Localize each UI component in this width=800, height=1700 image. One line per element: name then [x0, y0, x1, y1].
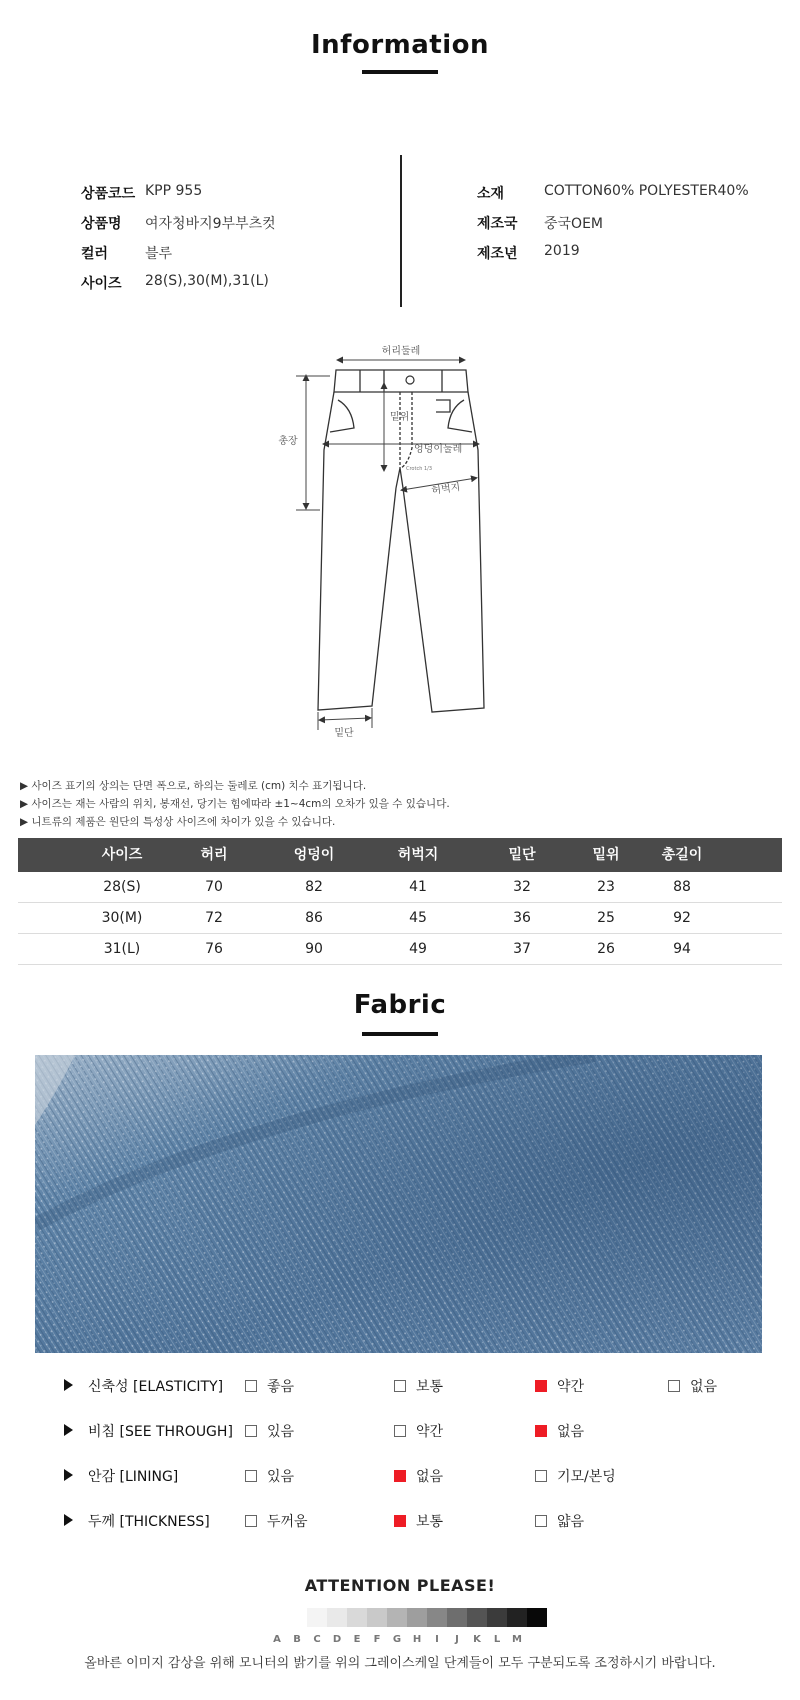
label-total: 총장 [278, 436, 298, 447]
table-cell: 31(L) [103, 941, 141, 957]
button-icon [406, 376, 414, 384]
grayscale-letter: H [412, 1634, 422, 1645]
size-table-header [18, 838, 782, 872]
pants-measurement-diagram [260, 340, 520, 740]
table-row [18, 872, 782, 903]
option-item [394, 1421, 443, 1441]
grayscale-letter: J [455, 1634, 459, 1645]
info-label-color: 컬러 [81, 246, 109, 262]
option-label: 보통 [416, 1514, 444, 1530]
attribute-label: 비침 [SEE THROUGH] [88, 1424, 233, 1440]
size-note-1: ▶ 사이즈 표기의 상의는 단면 폭으로, 하의는 둘레로 (cm) 치수 표기됩니다. [20, 780, 367, 792]
grayscale-letter: B [293, 1634, 301, 1645]
info-label-size: 사이즈 [81, 276, 122, 292]
table-cell: 45 [409, 910, 427, 926]
info-value-name: 여자청바지9부부츠컷 [145, 216, 276, 232]
information-title-underline [362, 70, 438, 74]
checkbox-icon [245, 1425, 257, 1437]
grayscale-letter: M [512, 1634, 522, 1645]
grayscale-swatch [307, 1608, 327, 1627]
grayscale-swatch [327, 1608, 347, 1627]
attribute-label: 신축성 [ELASTICITY] [88, 1379, 224, 1395]
attribute-see-through [0, 1419, 800, 1443]
grayscale-letter: E [353, 1634, 361, 1645]
attribute-thickness [0, 1509, 800, 1533]
table-cell: 82 [305, 879, 323, 895]
grayscale-letter: F [373, 1634, 381, 1645]
option-label: 좋음 [267, 1379, 295, 1395]
header-length: 총길이 [661, 847, 703, 863]
grayscale-swatch [367, 1608, 387, 1627]
option-label: 기모/본딩 [557, 1469, 616, 1485]
info-value-size: 28(S),30(M),31(L) [145, 273, 269, 289]
table-cell: 94 [673, 941, 691, 957]
grayscale-swatch [427, 1608, 447, 1627]
table-row [18, 903, 782, 934]
table-cell: 76 [205, 941, 223, 957]
fabric-texture-photo [35, 1055, 762, 1353]
header-hip: 엉덩이 [293, 847, 335, 863]
table-cell: 37 [513, 941, 531, 957]
table-cell: 88 [673, 879, 691, 895]
checkbox-icon [245, 1380, 257, 1392]
info-label-material: 소재 [477, 186, 505, 202]
grayscale-swatch [287, 1608, 307, 1627]
option-label: 두꺼움 [267, 1514, 308, 1530]
table-cell: 23 [597, 879, 615, 895]
table-cell: 36 [513, 910, 531, 926]
arrow-right-icon [64, 1469, 73, 1481]
checkbox-icon [245, 1470, 257, 1482]
grayscale-letter: I [435, 1634, 439, 1645]
table-row [18, 934, 782, 965]
grayscale-swatch [447, 1608, 467, 1627]
arrow-right-icon [64, 1514, 73, 1526]
checked-box-icon [535, 1380, 547, 1392]
info-value-material: COTTON60% POLYESTER40% [544, 183, 749, 199]
checkbox-icon [394, 1425, 406, 1437]
option-label: 있음 [267, 1469, 295, 1485]
info-label-country: 제조국 [477, 216, 518, 232]
arrow-right-icon [64, 1379, 73, 1391]
table-cell: 49 [409, 941, 427, 957]
checkbox-icon [535, 1470, 547, 1482]
option-item [394, 1376, 443, 1396]
label-rise: 밑위 [390, 412, 410, 423]
option-label: 보통 [416, 1379, 444, 1395]
checked-box-icon [535, 1425, 547, 1437]
option-item [245, 1466, 294, 1486]
grayscale-swatch [467, 1608, 487, 1627]
info-value-code: KPP 955 [145, 183, 203, 199]
attribute-label: 두께 [THICKNESS] [88, 1514, 210, 1530]
size-note-2: ▶ 사이즈는 재는 사람의 위치, 봉재선, 당기는 힘에따라 ±1~4cm의 오차가 있을 수 있습니다. [20, 798, 450, 810]
header-size: 사이즈 [101, 847, 143, 863]
option-item [668, 1376, 717, 1396]
monitor-brightness-note: 올바른 이미지 감상을 위해 모니터의 밝기를 위의 그레이스케일 단계들이 모두 구분되도록 조정하시기 바랍니다. [84, 1656, 716, 1671]
label-waist: 허리둘레 [381, 346, 421, 357]
info-label-code: 상품코드 [81, 186, 136, 202]
grayscale-swatch [527, 1608, 547, 1627]
info-value-year: 2019 [544, 243, 580, 259]
size-note-3: ▶ 니트류의 제품은 원단의 특성상 사이즈에 차이가 있을 수 있습니다. [20, 816, 336, 828]
option-item [245, 1376, 294, 1396]
option-label: 약간 [416, 1424, 444, 1440]
option-item [535, 1421, 584, 1441]
option-item [535, 1466, 616, 1486]
attention-title: ATTENTION PLEASE! [304, 1576, 496, 1595]
checkbox-icon [394, 1380, 406, 1392]
info-label-name: 상품명 [81, 216, 122, 232]
option-item [394, 1466, 443, 1486]
option-label: 없음 [557, 1424, 585, 1440]
header-rise: 밑위 [592, 847, 620, 863]
grayscale-swatch [387, 1608, 407, 1627]
header-waist: 허리 [200, 847, 228, 863]
fabric-title-underline [362, 1032, 438, 1036]
label-hem: 밑단 [334, 728, 354, 739]
table-cell: 92 [673, 910, 691, 926]
label-thigh: 허벅지 [430, 482, 462, 497]
checked-box-icon [394, 1470, 406, 1482]
grayscale-letter: L [493, 1634, 501, 1645]
option-item [535, 1511, 584, 1531]
table-cell: 26 [597, 941, 615, 957]
grayscale-letter: C [313, 1634, 321, 1645]
label-hip: 엉덩이둘레 [414, 444, 463, 455]
table-cell: 28(S) [103, 879, 141, 895]
fabric-title: Fabric [353, 990, 447, 1020]
attribute-elasticity [0, 1374, 800, 1398]
size-table [18, 838, 782, 965]
info-divider [400, 155, 402, 307]
grayscale-swatch [407, 1608, 427, 1627]
info-label-year: 제조년 [477, 246, 518, 262]
table-cell: 30(M) [101, 910, 143, 926]
table-cell: 86 [305, 910, 323, 926]
table-cell: 25 [597, 910, 615, 926]
table-cell: 32 [513, 879, 531, 895]
table-cell: 41 [409, 879, 427, 895]
grayscale-swatch [347, 1608, 367, 1627]
grayscale-letter: K [473, 1634, 481, 1645]
header-thigh: 허벅지 [397, 847, 439, 863]
arrow-right-icon [64, 1424, 73, 1436]
checkbox-icon [535, 1515, 547, 1527]
checkbox-icon [668, 1380, 680, 1392]
grayscale-letter: D [332, 1634, 342, 1645]
information-title: Information [310, 30, 490, 60]
attribute-lining [0, 1464, 800, 1488]
option-label: 없음 [416, 1469, 444, 1485]
option-label: 없음 [690, 1379, 718, 1395]
table-cell: 72 [205, 910, 223, 926]
option-item [245, 1421, 294, 1441]
option-label: 얇음 [557, 1514, 585, 1530]
table-cell: 90 [305, 941, 323, 957]
option-item [394, 1511, 443, 1531]
grayscale-letter: A [273, 1634, 281, 1645]
header-hem: 밑단 [508, 847, 536, 863]
grayscale-bar [287, 1608, 547, 1627]
grayscale-letters [267, 1634, 527, 1645]
checked-box-icon [394, 1515, 406, 1527]
option-label: 있음 [267, 1424, 295, 1440]
option-label: 약간 [557, 1379, 585, 1395]
checkbox-icon [245, 1515, 257, 1527]
grayscale-swatch [507, 1608, 527, 1627]
info-value-color: 블루 [145, 246, 173, 262]
grayscale-swatch [487, 1608, 507, 1627]
option-item [245, 1511, 308, 1531]
label-tiny: Crotch 1/3 [406, 466, 433, 472]
grayscale-letter: G [392, 1634, 402, 1645]
option-item [535, 1376, 584, 1396]
info-value-country: 중국OEM [544, 216, 603, 232]
table-cell: 70 [205, 879, 223, 895]
attribute-label: 안감 [LINING] [88, 1469, 179, 1485]
